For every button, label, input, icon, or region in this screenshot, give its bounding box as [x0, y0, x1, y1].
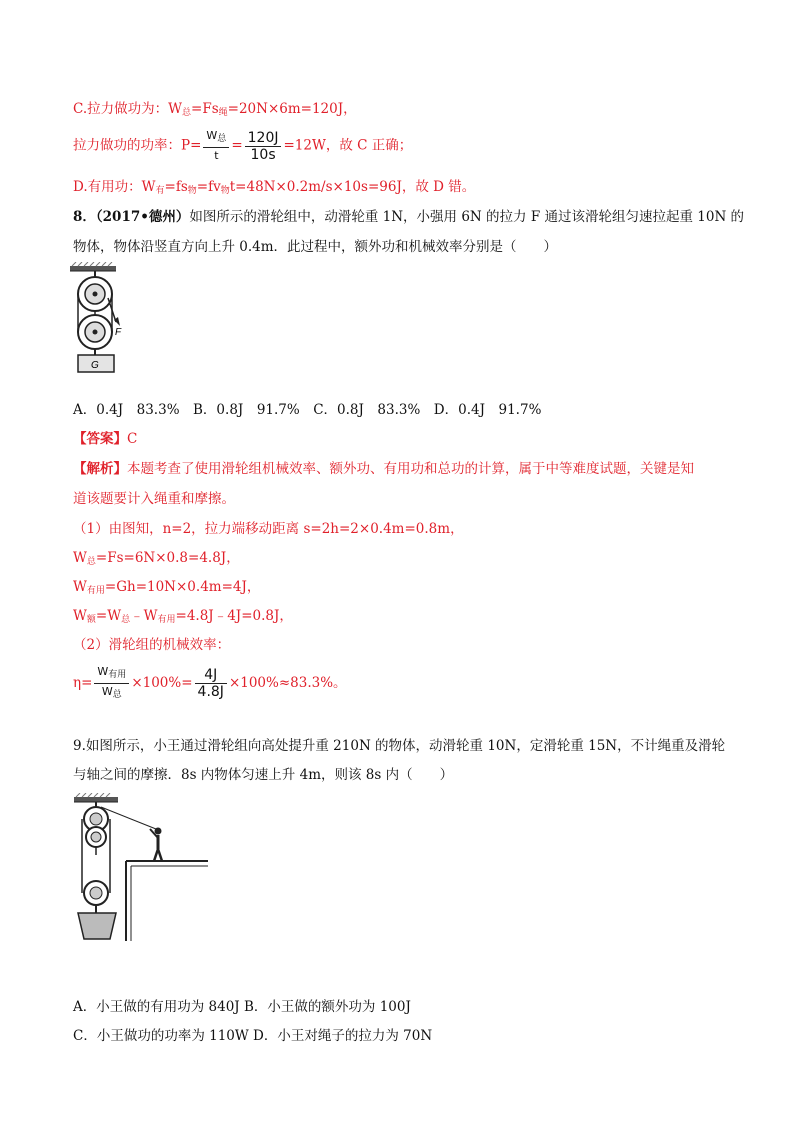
subscript: 有用	[86, 586, 105, 596]
subscript: 总	[217, 134, 227, 144]
text: =4.8J﹣4J=0.8J，	[175, 608, 293, 624]
fraction-4j-over-4-8j	[195, 667, 227, 700]
q8-options: A．0.4J 83.3% B．0.8J 91.7% C．0.8J 83.3% D．0.4J 91.7%	[73, 402, 542, 418]
analysis-tag: 【解析】	[73, 461, 127, 477]
text: =fs	[164, 179, 188, 195]
text: =W	[95, 608, 122, 624]
answer-value: C	[127, 431, 138, 447]
text: ﹣W	[130, 608, 158, 624]
text: =Fs	[191, 101, 219, 117]
q8-step-1: （1）由图知，n=2，拉力端移动距离 s=2h=2×0.4m=0.8m，	[73, 521, 464, 537]
q8-line-1	[73, 208, 744, 226]
subscript: 有用	[108, 670, 127, 680]
solution-line-power	[73, 128, 412, 164]
text: η=	[73, 675, 93, 691]
subscript: 额	[86, 615, 96, 625]
q9-options-ab: A．小王做的有用功为 840J B．小王做的额外功为 100J	[73, 999, 411, 1015]
solution-line-d	[73, 178, 475, 200]
text: 4.8J	[197, 684, 224, 700]
question-text: 如图所示的滑轮组中，动滑轮重 1N，小强用 6N 的拉力 F 通过该滑轮组匀速拉起重 10N 的	[189, 209, 745, 225]
text: ×100%=	[131, 675, 193, 691]
text: D.有用功：W	[73, 179, 156, 195]
q9-line-2: 与轴之间的摩擦．8s 内物体匀速上升 4m，则该 8s 内（ ）	[73, 767, 454, 783]
subscript: 物	[187, 186, 197, 196]
text: ×100%≈83.3%。	[228, 675, 347, 691]
q8-line-2: 物体，物体沿竖直方向上升 0.4m．此过程中，额外功和机械效率分别是（ ）	[73, 239, 558, 255]
text: W	[206, 129, 218, 142]
q8-step-2: （2）滑轮组的机械效率：	[73, 637, 231, 653]
text: W	[73, 550, 87, 566]
weight-label: G	[91, 360, 99, 371]
text: t=48N×0.2m/s×10s=96J，故 D 错。	[229, 179, 476, 195]
text: =Gh=10N×0.4m=4J，	[104, 579, 261, 595]
q8-pulley-figure	[68, 262, 138, 374]
q8-efficiency	[73, 664, 347, 703]
answer-tag: 【答案】	[73, 431, 127, 447]
subscript: 有用	[157, 615, 176, 625]
q8-w-total	[73, 549, 240, 571]
text: =	[231, 137, 243, 154]
text: W	[97, 665, 109, 678]
subscript: 物	[220, 186, 230, 196]
text: W	[101, 685, 113, 698]
subscript: 总	[121, 615, 131, 625]
analysis-text: 本题考查了使用滑轮组机械效率、额外功、有用功和总功的计算，属于中等难度试题，关键是知	[127, 461, 694, 477]
text: C.拉力做功为：W	[73, 101, 183, 117]
q8-analysis-2: 道该题要计入绳重和摩擦。	[73, 491, 235, 507]
subscript: 绳	[218, 108, 228, 118]
text: W	[73, 608, 87, 624]
subscript: 总	[86, 557, 96, 567]
solution-line-c	[73, 100, 357, 122]
q9-options-cd: C．小王做功的功率为 110W D．小王对绳子的拉力为 70N	[73, 1028, 433, 1044]
q8-w-useful	[73, 578, 260, 600]
text: W	[73, 579, 87, 595]
text: 120J	[245, 130, 282, 147]
q9-pulley-figure	[70, 793, 212, 943]
text: t	[214, 149, 219, 162]
question-source: （2017•德州）	[95, 209, 190, 225]
text: =20N×6m=120J，	[227, 101, 357, 117]
text: =12W，故 C 正确；	[283, 137, 413, 154]
subscript: 有	[155, 186, 165, 196]
q8-answer	[73, 430, 137, 448]
text: =Fs=6N×0.8=4.8J，	[95, 550, 240, 566]
subscript: 总	[182, 108, 192, 118]
text: =fv	[196, 179, 221, 195]
q8-analysis-1	[73, 460, 694, 478]
fraction-120j-over-10s	[245, 130, 282, 163]
subscript: 总	[112, 690, 122, 700]
q8-w-extra	[73, 607, 293, 629]
fraction-w-over-t	[203, 128, 229, 164]
text: 10s	[250, 146, 276, 163]
q9-line-1: 9.如图所示，小王通过滑轮组向高处提升重 210N 的物体，动滑轮重 10N，定滑轮重 15N，不计绳重及滑轮	[73, 738, 726, 754]
text: 4J	[195, 667, 227, 684]
text: 拉力做功的功率：P=	[73, 137, 202, 154]
force-label: F	[115, 327, 122, 338]
fraction-useful-over-total	[94, 664, 129, 703]
question-number: 8．	[73, 209, 96, 225]
